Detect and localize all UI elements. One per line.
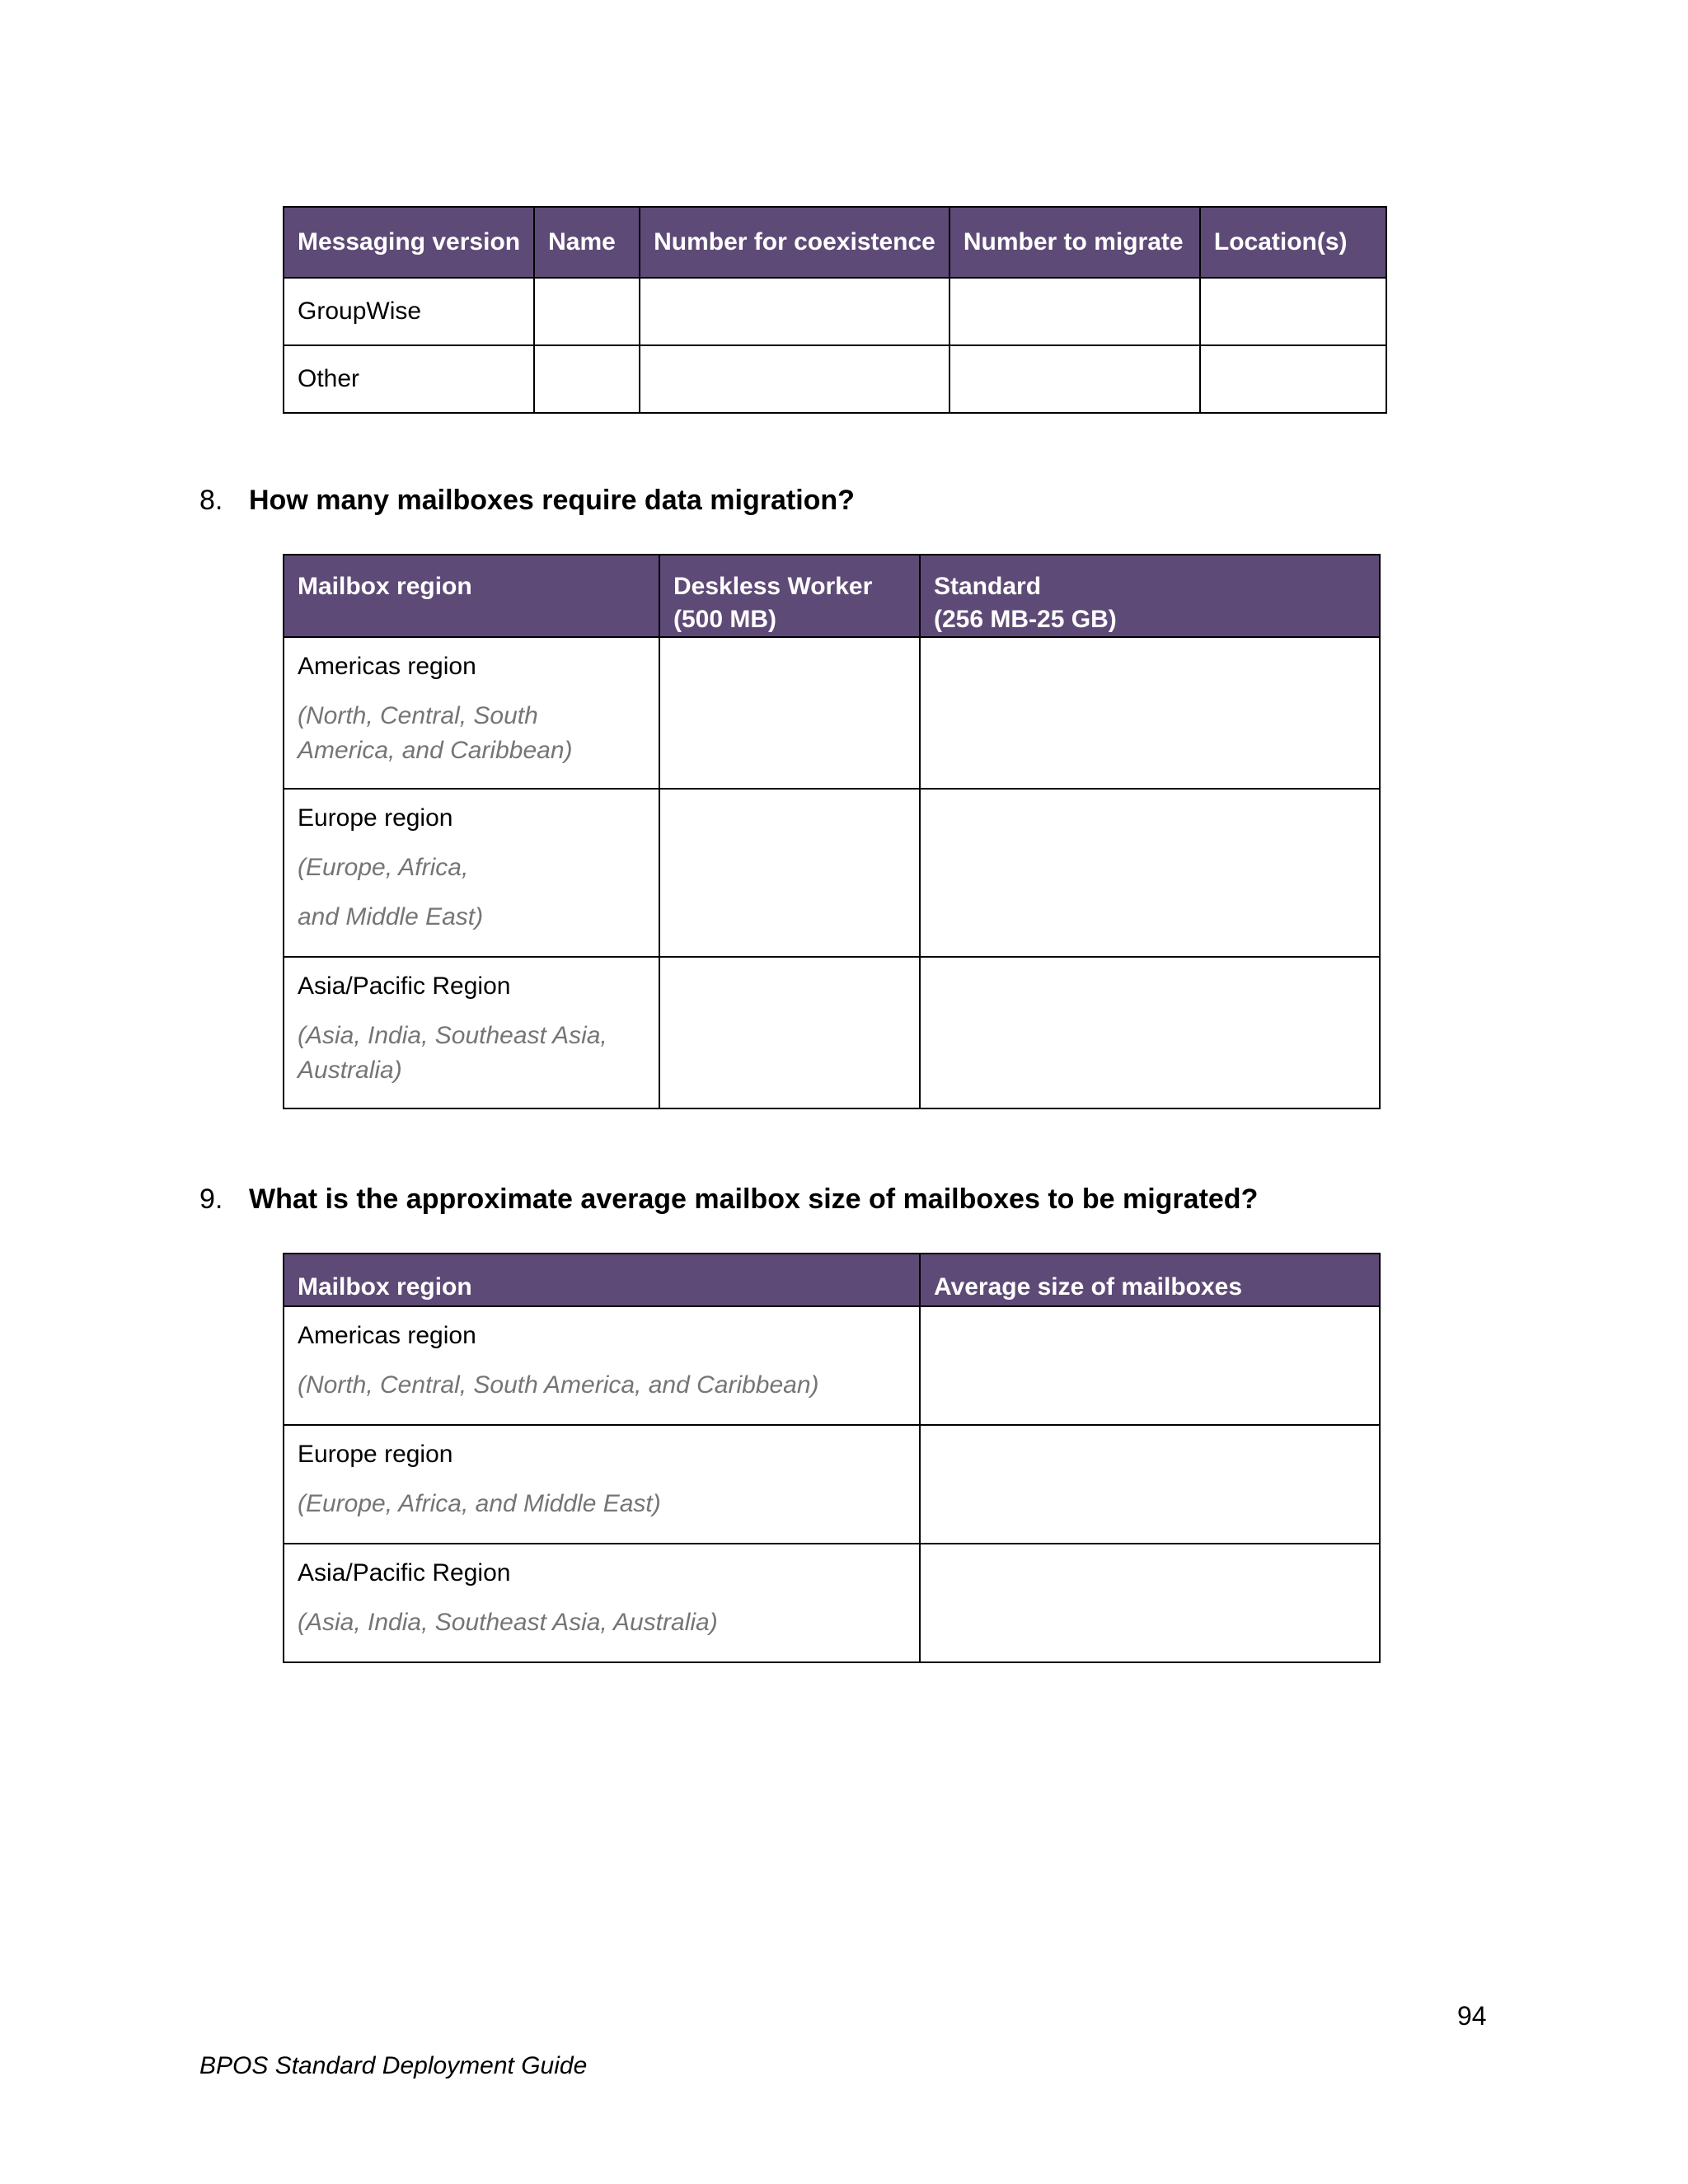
header-standard: Standard (256 MB-25 GB) [920,555,1380,637]
region-detail: and Middle East) [298,903,484,930]
input-cell[interactable] [640,345,950,413]
header-messaging-version: Messaging version [284,207,534,278]
region-detail: America, and Caribbean) [298,737,573,764]
region-detail: (Europe, Africa, [298,854,469,881]
question-text: How many mailboxes require data migration? [249,485,855,516]
input-cell[interactable] [534,345,640,413]
input-cell[interactable] [1200,278,1386,345]
table-header-row [284,1254,1380,1306]
table-row [284,957,1380,1108]
input-cell[interactable] [950,345,1200,413]
input-cell[interactable] [920,1425,1380,1544]
region-name: Asia/Pacific Region [298,972,511,1000]
region-name: Americas region [298,1322,476,1349]
input-cell[interactable] [659,789,920,957]
header-name: Name [534,207,640,278]
input-cell[interactable] [659,957,920,1108]
table-row [284,345,1386,413]
average-mailbox-size-table [283,1253,1381,1663]
input-cell[interactable] [920,637,1380,789]
region-detail: (Asia, India, Southeast Asia, Australia) [298,1609,718,1636]
region-cell [284,1306,920,1425]
table-row [284,1306,1380,1425]
question-text: What is the approximate average mailbox size of mailboxes to be migrated? [249,1183,1259,1215]
region-name: Europe region [298,804,453,832]
table-row [284,1425,1380,1544]
region-detail: (Europe, Africa, and Middle East) [298,1490,661,1517]
region-detail: Australia) [298,1057,402,1084]
region-cell [284,957,659,1108]
header-locations: Location(s) [1200,207,1386,278]
question-number: 9. [199,1183,223,1215]
region-cell [284,637,659,789]
header-mailbox-region: Mailbox region [284,555,659,637]
table-row [284,1544,1380,1662]
page-number: 94 [1457,2001,1487,2031]
input-cell[interactable] [920,957,1380,1108]
row-label: GroupWise [284,278,534,345]
input-cell[interactable] [950,278,1200,345]
region-detail: (Asia, India, Southeast Asia, [298,1022,607,1049]
region-detail: (North, Central, South America, and Caribbean) [298,1371,819,1399]
question-number: 8. [199,485,223,516]
table-row [284,789,1380,957]
messaging-version-table [283,206,1387,414]
region-cell [284,1544,920,1662]
region-name: Americas region [298,653,476,680]
input-cell[interactable] [534,278,640,345]
header-number-to-migrate: Number to migrate [950,207,1200,278]
input-cell[interactable] [920,1544,1380,1662]
footer-title: BPOS Standard Deployment Guide [199,2052,588,2079]
input-cell[interactable] [659,637,920,789]
region-name: Asia/Pacific Region [298,1559,511,1586]
input-cell[interactable] [920,789,1380,957]
input-cell[interactable] [920,1306,1380,1425]
row-label: Other [284,345,534,413]
header-mailbox-region: Mailbox region [284,1254,920,1306]
input-cell[interactable] [640,278,950,345]
table-row [284,637,1380,789]
header-average-size: Average size of mailboxes [920,1254,1380,1306]
table-header-row [284,555,1380,637]
table-header-row [284,207,1386,278]
header-number-for-coexistence: Number for coexistence [640,207,950,278]
input-cell[interactable] [1200,345,1386,413]
region-cell [284,1425,920,1544]
mailbox-migration-table [283,554,1381,1109]
table-row [284,278,1386,345]
region-cell [284,789,659,957]
header-deskless-worker: Deskless Worker (500 MB) [659,555,920,637]
region-name: Europe region [298,1441,453,1468]
region-detail: (North, Central, South [298,702,538,729]
